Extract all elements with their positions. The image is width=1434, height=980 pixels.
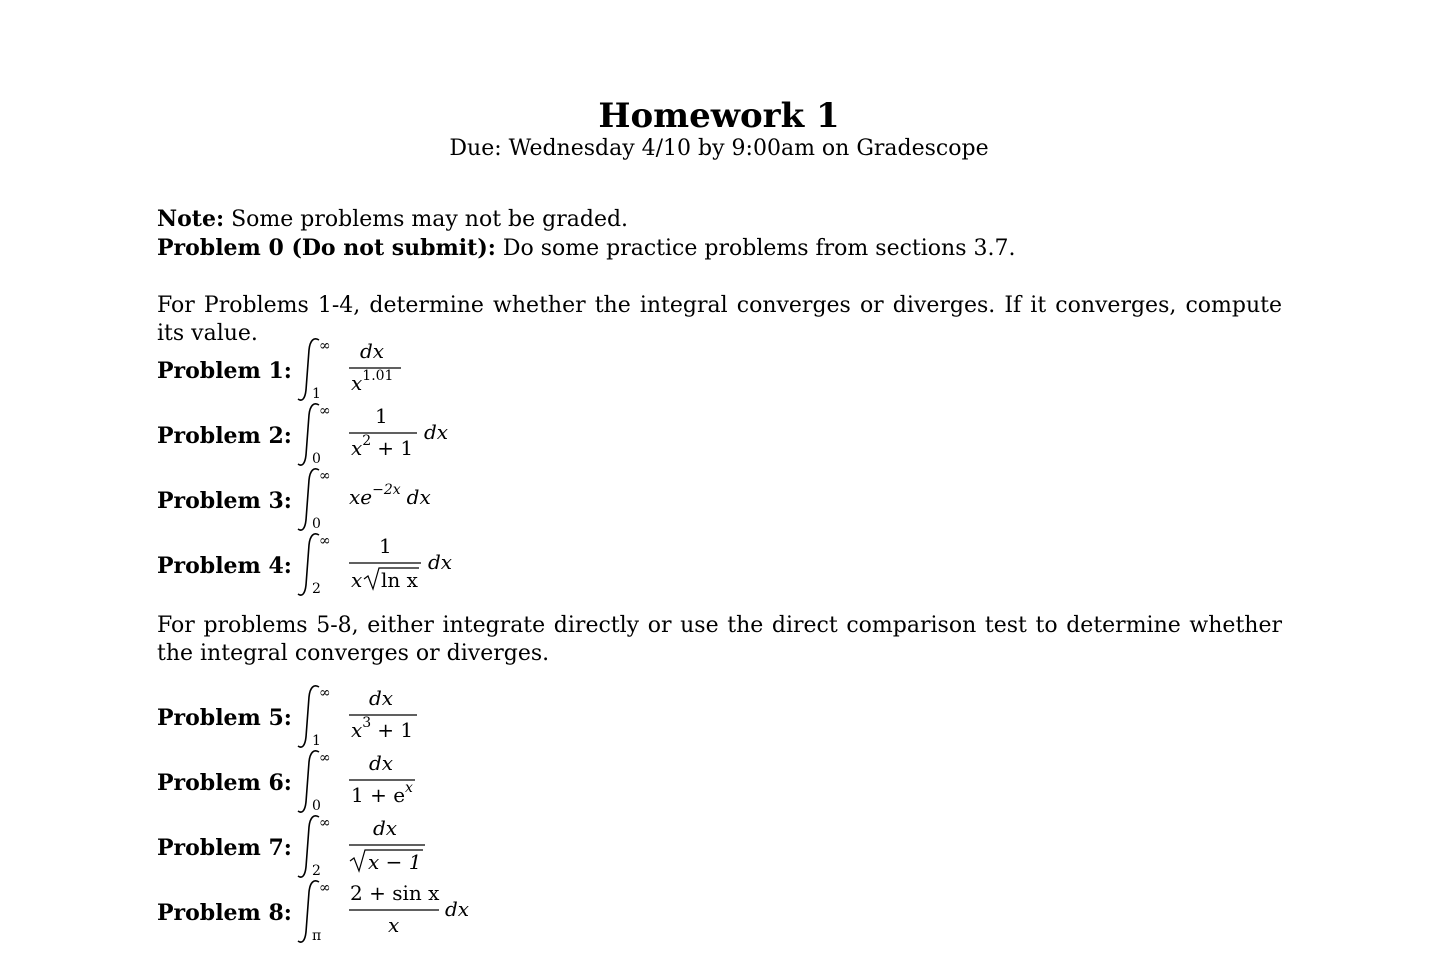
lower-limit: 2 bbox=[312, 863, 321, 879]
note-line bbox=[157, 206, 628, 232]
numerator: dx bbox=[373, 816, 398, 840]
lower-limit: 0 bbox=[312, 798, 321, 814]
differential: dx bbox=[428, 550, 453, 574]
upper-limit: ∞ bbox=[319, 403, 331, 419]
problem-0-label: Problem 0 (Do not submit): bbox=[157, 235, 496, 261]
denominator: x bbox=[351, 436, 363, 460]
radicand: ln x bbox=[381, 568, 418, 592]
numerator: dx bbox=[369, 686, 394, 710]
denominator: x bbox=[351, 718, 363, 742]
problem-0-text: Do some practice problems from sections 3.7. bbox=[502, 236, 1016, 261]
document-title: Homework 1 bbox=[598, 96, 840, 136]
note-label: Note: bbox=[157, 206, 225, 232]
lower-limit: π bbox=[312, 928, 322, 944]
upper-limit: ∞ bbox=[319, 880, 331, 896]
integrand: xe bbox=[349, 485, 373, 509]
integrand-exponent: −2x bbox=[372, 482, 401, 498]
differential: dx bbox=[445, 897, 470, 921]
svg-text:x1.01 bbox=[351, 368, 393, 395]
denominator: x bbox=[351, 371, 363, 395]
denominator-prefix: x bbox=[351, 568, 363, 592]
problem-2-expression bbox=[297, 401, 597, 475]
lower-limit: 0 bbox=[312, 516, 321, 532]
numerator: dx bbox=[360, 339, 385, 363]
problem-7-label: Problem 7: bbox=[157, 835, 292, 861]
differential: dx bbox=[424, 420, 449, 444]
upper-limit: ∞ bbox=[319, 750, 331, 766]
denominator-exponent: x bbox=[405, 780, 413, 796]
problem-6-expression bbox=[297, 748, 597, 822]
problem-4-label: Problem 4: bbox=[157, 553, 292, 579]
instructions-1-4: For Problems 1-4, determine whether the integral converges or diverges. If it converges, compute its value. bbox=[157, 293, 1282, 346]
svg-text:1 + ex bbox=[351, 780, 413, 807]
problem-4-expression bbox=[297, 531, 597, 605]
radicand: x − 1 bbox=[368, 850, 422, 874]
lower-limit: 1 bbox=[312, 386, 321, 402]
problem-1-label: Problem 1: bbox=[157, 358, 292, 384]
note-text: Some problems may not be graded. bbox=[231, 207, 629, 232]
denominator: 1 + e bbox=[351, 783, 406, 807]
problem-0-line bbox=[157, 235, 1015, 261]
problem-5-label: Problem 5: bbox=[157, 705, 292, 731]
problem-6-label: Problem 6: bbox=[157, 770, 292, 796]
svg-text:x2+ 1 bbox=[351, 433, 413, 460]
differential: dx bbox=[406, 485, 431, 509]
problem-3-label: Problem 3: bbox=[157, 488, 292, 514]
problem-5-expression bbox=[297, 683, 597, 757]
upper-limit: ∞ bbox=[319, 685, 331, 701]
denominator-tail: + 1 bbox=[377, 436, 414, 460]
numerator: 2 + sin x bbox=[350, 881, 440, 905]
lower-limit: 0 bbox=[312, 451, 321, 467]
instructions-5-8: For problems 5-8, either integrate directly or use the direct comparison test to determine whether the integral converges or diverges. bbox=[157, 613, 1282, 666]
problem-8-label: Problem 8: bbox=[157, 900, 292, 926]
problem-7-expression bbox=[297, 813, 597, 887]
denominator-exponent: 3 bbox=[362, 715, 372, 731]
numerator: dx bbox=[369, 751, 394, 775]
problem-1-expression bbox=[297, 336, 597, 410]
denominator-exponent: 1.01 bbox=[362, 368, 394, 384]
upper-limit: ∞ bbox=[319, 533, 331, 549]
numerator: 1 bbox=[375, 404, 388, 428]
numerator: 1 bbox=[379, 534, 392, 558]
denominator-tail: + 1 bbox=[377, 718, 414, 742]
lower-limit: 1 bbox=[312, 733, 321, 749]
svg-text:x3+ 1 bbox=[351, 715, 413, 742]
problem-3-expression bbox=[297, 466, 597, 540]
upper-limit: ∞ bbox=[319, 815, 331, 831]
denominator-exponent: 2 bbox=[362, 433, 372, 449]
upper-limit: ∞ bbox=[319, 338, 331, 354]
lower-limit: 2 bbox=[312, 581, 321, 597]
svg-text:xe−2xdx bbox=[349, 482, 431, 509]
problem-8-expression bbox=[297, 878, 597, 952]
upper-limit: ∞ bbox=[319, 468, 331, 484]
problem-2-label: Problem 2: bbox=[157, 423, 292, 449]
denominator: x bbox=[388, 913, 400, 937]
due-date: Due: Wednesday 4/10 by 9:00am on Gradescope bbox=[449, 136, 989, 161]
